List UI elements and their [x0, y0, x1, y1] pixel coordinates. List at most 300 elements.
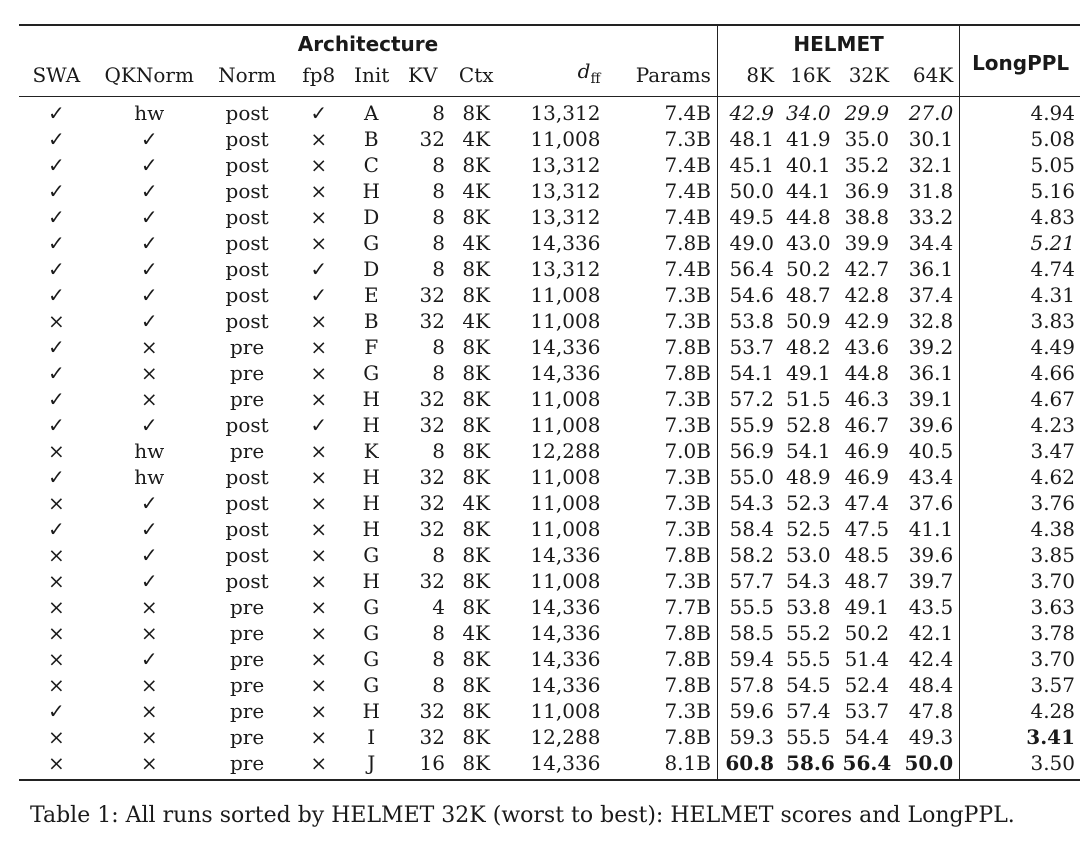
cell-helmet-16k: 40.1 [786, 153, 831, 177]
cell-kv: 32 [419, 517, 445, 541]
cell-init: H [362, 179, 380, 203]
cell-norm: post [225, 257, 269, 281]
cell-norm: pre [230, 361, 265, 385]
table-row [19, 308, 1080, 334]
cell-dff: 11,008 [530, 283, 601, 307]
cell-longppl: 3.83 [960, 308, 1080, 334]
cell-init: F [364, 335, 379, 359]
cell-params: 7.8B [664, 543, 711, 567]
table-header [19, 25, 1080, 97]
table-row [19, 672, 1080, 698]
cell-helmet-32k: 52.4 [844, 673, 890, 697]
cell-helmet-64k: 37.4 [908, 283, 954, 307]
cell-qknorm: × [140, 335, 158, 359]
cell-helmet-32k: 46.3 [844, 387, 890, 411]
table-row [19, 412, 1080, 438]
cell-params: 7.0B [664, 439, 711, 463]
cell-helmet-32k: 42.9 [844, 309, 890, 333]
cell-ctx: 4K [462, 127, 491, 151]
cell-helmet-16k: 52.8 [786, 413, 831, 437]
cell-dff: 11,008 [530, 309, 601, 333]
cell-fp8: ✓ [310, 101, 328, 125]
col-params: Params [606, 58, 717, 97]
cell-dff: 12,288 [530, 439, 601, 463]
table-row [19, 178, 1080, 204]
col-helmet-16k: 16K [780, 58, 837, 97]
cell-fp8: × [310, 569, 328, 593]
cell-swa: ✓ [47, 387, 65, 411]
cell-params: 7.8B [664, 361, 711, 385]
cell-kv: 8 [432, 673, 445, 697]
cell-kv: 32 [419, 283, 445, 307]
cell-helmet-16k: 58.6 [780, 750, 837, 780]
cell-init: G [363, 361, 380, 385]
cell-init: E [363, 283, 379, 307]
cell-init: C [363, 153, 379, 177]
cell-helmet-64k: 31.8 [908, 179, 954, 203]
cell-kv: 32 [419, 127, 445, 151]
cell-helmet-64k: 41.1 [908, 517, 954, 541]
cell-swa: ✓ [47, 283, 65, 307]
cell-helmet-8k: 59.4 [717, 646, 780, 672]
cell-init: G [363, 673, 380, 697]
cell-init: I [367, 725, 376, 749]
cell-helmet-32k: 56.4 [837, 750, 896, 780]
table-row [19, 230, 1080, 256]
cell-ctx: 4K [462, 231, 491, 255]
cell-dff: 14,336 [530, 673, 601, 697]
cell-dff: 14,336 [530, 231, 601, 255]
cell-ctx: 8K [462, 205, 491, 229]
cell-longppl: 5.21 [960, 230, 1080, 256]
cell-longppl: 3.70 [960, 568, 1080, 594]
cell-fp8: × [310, 699, 328, 723]
cell-helmet-16k: 54.1 [786, 439, 831, 463]
cell-kv: 8 [432, 621, 445, 645]
cell-longppl: 5.16 [960, 178, 1080, 204]
cell-helmet-32k: 46.7 [844, 413, 890, 437]
cell-params: 7.8B [664, 621, 711, 645]
cell-ctx: 8K [462, 569, 491, 593]
cell-longppl: 4.66 [960, 360, 1080, 386]
cell-fp8: × [310, 361, 328, 385]
cell-params: 7.3B [664, 127, 711, 151]
cell-ctx: 8K [462, 647, 491, 671]
cell-norm: pre [230, 647, 265, 671]
cell-swa: ✓ [47, 465, 65, 489]
cell-swa: ✓ [47, 127, 65, 151]
cell-helmet-32k: 46.9 [844, 439, 890, 463]
cell-ctx: 4K [462, 621, 491, 645]
cell-helmet-8k: 55.5 [717, 594, 780, 620]
cell-init: K [363, 439, 379, 463]
cell-dff: 14,336 [530, 361, 601, 385]
cell-longppl: 5.08 [960, 126, 1080, 152]
col-qknorm: QKNorm [94, 58, 205, 97]
cell-params: 8.1B [606, 750, 717, 780]
cell-params: 7.3B [664, 699, 711, 723]
cell-kv: 8 [432, 335, 445, 359]
cell-ctx: 4K [462, 491, 491, 515]
cell-dff: 12,288 [530, 725, 601, 749]
cell-swa: ✓ [47, 231, 65, 255]
cell-norm: pre [230, 621, 265, 645]
col-swa: SWA [19, 58, 94, 97]
cell-fp8: × [310, 439, 328, 463]
cell-helmet-8k: 54.1 [717, 360, 780, 386]
cell-helmet-16k: 54.3 [786, 569, 831, 593]
cell-params: 7.3B [664, 387, 711, 411]
cell-kv: 16 [394, 750, 451, 780]
cell-longppl: 4.67 [960, 386, 1080, 412]
cell-params: 7.4B [664, 101, 711, 125]
cell-dff: 11,008 [530, 465, 601, 489]
cell-fp8: × [310, 387, 328, 411]
table-row [19, 126, 1080, 152]
cell-fp8: × [290, 750, 349, 780]
cell-qknorm: ✓ [140, 309, 158, 333]
cell-ctx: 8K [462, 439, 491, 463]
col-init: Init [348, 58, 394, 97]
cell-longppl: 3.57 [960, 672, 1080, 698]
cell-swa: ✓ [47, 101, 65, 125]
cell-init: H [362, 517, 380, 541]
cell-fp8: ✓ [310, 413, 328, 437]
cell-fp8: × [310, 231, 328, 255]
cell-longppl: 4.94 [960, 97, 1080, 127]
cell-helmet-8k: 54.3 [717, 490, 780, 516]
cell-ctx: 8K [462, 595, 491, 619]
cell-qknorm: × [140, 673, 158, 697]
cell-ctx: 8K [462, 153, 491, 177]
cell-qknorm: ✓ [140, 569, 158, 593]
cell-norm: post [225, 543, 269, 567]
cell-fp8: × [310, 621, 328, 645]
cell-fp8: ✓ [310, 283, 328, 307]
cell-ctx: 4K [462, 309, 491, 333]
cell-kv: 8 [432, 179, 445, 203]
cell-longppl: 5.05 [960, 152, 1080, 178]
cell-helmet-8k: 45.1 [717, 152, 780, 178]
helmet-group-header: HELMET [717, 25, 959, 58]
cell-fp8: × [310, 543, 328, 567]
cell-qknorm: ✓ [140, 153, 158, 177]
cell-longppl: 4.62 [960, 464, 1080, 490]
cell-longppl: 4.28 [960, 698, 1080, 724]
cell-qknorm: ✓ [140, 205, 158, 229]
cell-helmet-64k: 40.5 [908, 439, 954, 463]
col-dff-main: d [577, 59, 591, 83]
cell-kv: 32 [419, 465, 445, 489]
cell-dff: 14,336 [530, 335, 601, 359]
cell-kv: 32 [419, 413, 445, 437]
cell-norm: post [225, 127, 269, 151]
cell-qknorm: ✓ [140, 543, 158, 567]
cell-helmet-16k: 52.3 [786, 491, 831, 515]
cell-helmet-64k: 32.1 [908, 153, 954, 177]
cell-ctx: 8K [462, 465, 491, 489]
cell-ctx: 8K [462, 517, 491, 541]
cell-helmet-16k: 50.9 [786, 309, 831, 333]
cell-qknorm: × [140, 387, 158, 411]
cell-fp8: × [310, 595, 328, 619]
cell-helmet-32k: 36.9 [844, 179, 890, 203]
cell-fp8: × [310, 309, 328, 333]
cell-helmet-64k: 42.4 [908, 647, 954, 671]
cell-qknorm: hw [134, 439, 165, 463]
table-row [19, 438, 1080, 464]
cell-qknorm: ✓ [140, 257, 158, 281]
cell-ctx: 8K [462, 543, 491, 567]
cell-norm: pre [230, 673, 265, 697]
cell-helmet-16k: 53.0 [786, 543, 831, 567]
cell-longppl: 4.74 [960, 256, 1080, 282]
cell-ctx: 8K [462, 699, 491, 723]
cell-kv: 8 [432, 101, 445, 125]
cell-kv: 8 [432, 231, 445, 255]
cell-params: 7.4B [664, 179, 711, 203]
table-row [19, 646, 1080, 672]
cell-kv: 8 [432, 257, 445, 281]
cell-longppl: 3.50 [960, 750, 1080, 780]
cell-helmet-16k: 50.2 [786, 257, 831, 281]
cell-norm: post [225, 179, 269, 203]
cell-params: 7.4B [664, 257, 711, 281]
table-row [19, 282, 1080, 308]
cell-helmet-32k: 48.5 [844, 543, 890, 567]
cell-dff: 14,336 [530, 543, 601, 567]
cell-kv: 32 [419, 309, 445, 333]
cell-kv: 4 [432, 595, 445, 619]
cell-kv: 8 [432, 543, 445, 567]
cell-norm: post [225, 153, 269, 177]
cell-swa: × [47, 673, 65, 697]
cell-helmet-64k: 34.4 [908, 231, 954, 255]
col-fp8: fp8 [290, 58, 349, 97]
cell-dff: 13,312 [530, 101, 601, 125]
cell-dff: 11,008 [530, 569, 601, 593]
table-row [19, 204, 1080, 230]
cell-qknorm: ✓ [140, 413, 158, 437]
cell-helmet-32k: 49.1 [844, 595, 890, 619]
cell-fp8: × [310, 647, 328, 671]
cell-swa: × [47, 309, 65, 333]
cell-init: J [348, 750, 394, 780]
cell-ctx: 8K [462, 413, 491, 437]
cell-ctx: 8K [462, 335, 491, 359]
cell-helmet-64k: 43.5 [908, 595, 954, 619]
cell-qknorm: × [140, 361, 158, 385]
cell-init: D [363, 257, 380, 281]
cell-helmet-16k: 49.1 [786, 361, 831, 385]
cell-swa: × [47, 725, 65, 749]
cell-params: 7.3B [664, 465, 711, 489]
table-row [19, 152, 1080, 178]
cell-helmet-16k: 41.9 [786, 127, 831, 151]
col-helmet-8k: 8K [717, 58, 780, 97]
cell-qknorm: ✓ [140, 127, 158, 151]
results-table-container [19, 24, 1080, 781]
cell-init: H [362, 699, 380, 723]
cell-helmet-64k: 27.0 [908, 101, 954, 125]
cell-swa: ✓ [47, 699, 65, 723]
cell-norm: pre [230, 387, 265, 411]
cell-longppl: 4.83 [960, 204, 1080, 230]
cell-swa: ✓ [47, 205, 65, 229]
cell-helmet-64k: 39.7 [908, 569, 954, 593]
cell-fp8: × [310, 127, 328, 151]
cell-swa: ✓ [47, 257, 65, 281]
cell-params: 7.8B [664, 647, 711, 671]
cell-init: H [362, 569, 380, 593]
cell-fp8: × [310, 179, 328, 203]
cell-helmet-16k: 53.8 [786, 595, 831, 619]
cell-init: G [363, 595, 380, 619]
cell-helmet-32k: 54.4 [844, 725, 890, 749]
cell-kv: 8 [432, 361, 445, 385]
cell-qknorm: ✓ [140, 231, 158, 255]
table-row [19, 516, 1080, 542]
table-row [19, 334, 1080, 360]
cell-qknorm: ✓ [140, 647, 158, 671]
cell-helmet-64k: 39.2 [908, 335, 954, 359]
results-table [19, 24, 1080, 781]
table-row [19, 594, 1080, 620]
cell-init: H [362, 413, 380, 437]
cell-swa: ✓ [47, 517, 65, 541]
cell-helmet-64k: 48.4 [908, 673, 954, 697]
table-row [19, 542, 1080, 568]
cell-init: D [363, 205, 380, 229]
cell-helmet-8k: 58.2 [717, 542, 780, 568]
col-helmet-32k: 32K [837, 58, 896, 97]
cell-params: 7.3B [664, 283, 711, 307]
cell-params: 7.4B [664, 205, 711, 229]
cell-kv: 32 [419, 387, 445, 411]
architecture-group-header: Architecture [19, 25, 717, 58]
longppl-header: LongPPL [960, 25, 1080, 97]
cell-init: G [363, 231, 380, 255]
cell-norm: pre [230, 595, 265, 619]
cell-swa: ✓ [47, 361, 65, 385]
table-row [19, 724, 1080, 750]
cell-helmet-8k: 55.0 [717, 464, 780, 490]
col-kv: KV [394, 58, 451, 97]
cell-init: H [362, 465, 380, 489]
cell-helmet-32k: 46.9 [844, 465, 890, 489]
cell-helmet-32k: 50.2 [844, 621, 890, 645]
cell-longppl: 4.49 [960, 334, 1080, 360]
cell-helmet-64k: 49.3 [908, 725, 954, 749]
col-dff-subscript: ff [590, 71, 601, 87]
cell-params: 7.3B [664, 517, 711, 541]
cell-helmet-16k: 34.0 [786, 101, 831, 125]
cell-params: 7.8B [664, 335, 711, 359]
cell-init: G [363, 647, 380, 671]
cell-helmet-64k: 37.6 [908, 491, 954, 515]
cell-ctx: 8K [462, 673, 491, 697]
cell-swa: × [47, 621, 65, 645]
cell-qknorm: × [140, 725, 158, 749]
cell-params: 7.7B [664, 595, 711, 619]
cell-helmet-32k: 53.7 [844, 699, 890, 723]
cell-ctx: 8K [462, 361, 491, 385]
cell-helmet-16k: 55.2 [786, 621, 831, 645]
cell-norm: post [225, 517, 269, 541]
cell-init: H [362, 387, 380, 411]
cell-helmet-8k: 58.4 [717, 516, 780, 542]
cell-helmet-16k: 55.5 [786, 725, 831, 749]
table-row [19, 464, 1080, 490]
cell-qknorm: ✓ [140, 517, 158, 541]
cell-helmet-8k: 49.5 [717, 204, 780, 230]
cell-qknorm: × [140, 595, 158, 619]
cell-qknorm: × [140, 699, 158, 723]
cell-helmet-8k: 53.7 [717, 334, 780, 360]
cell-helmet-64k: 43.4 [908, 465, 954, 489]
cell-norm: post [225, 101, 269, 125]
cell-ctx: 4K [462, 179, 491, 203]
cell-swa: × [47, 439, 65, 463]
cell-longppl: 3.78 [960, 620, 1080, 646]
cell-helmet-8k: 55.9 [717, 412, 780, 438]
cell-swa: ✓ [47, 413, 65, 437]
cell-params: 7.8B [664, 725, 711, 749]
cell-params: 7.3B [664, 491, 711, 515]
cell-qknorm: ✓ [140, 283, 158, 307]
cell-dff: 11,008 [530, 387, 601, 411]
cell-init: H [362, 491, 380, 515]
cell-norm: post [225, 491, 269, 515]
cell-ctx: 8K [462, 283, 491, 307]
cell-qknorm: hw [134, 465, 165, 489]
cell-ctx: 8K [462, 387, 491, 411]
cell-helmet-16k: 51.5 [786, 387, 831, 411]
cell-helmet-8k: 50.0 [717, 178, 780, 204]
cell-ctx: 8K [451, 750, 501, 780]
cell-qknorm: × [140, 621, 158, 645]
cell-helmet-8k: 56.4 [717, 256, 780, 282]
cell-helmet-32k: 47.5 [844, 517, 890, 541]
cell-swa: × [47, 595, 65, 619]
cell-dff: 11,008 [530, 413, 601, 437]
cell-norm: post [225, 413, 269, 437]
cell-dff: 13,312 [530, 153, 601, 177]
cell-longppl: 4.23 [960, 412, 1080, 438]
cell-dff: 14,336 [530, 595, 601, 619]
cell-longppl: 3.47 [960, 438, 1080, 464]
cell-norm: post [225, 465, 269, 489]
cell-helmet-8k: 49.0 [717, 230, 780, 256]
table-body [19, 97, 1080, 781]
cell-norm: pre [230, 725, 265, 749]
cell-helmet-16k: 52.5 [786, 517, 831, 541]
cell-swa: × [19, 750, 94, 780]
cell-helmet-8k: 54.6 [717, 282, 780, 308]
cell-longppl: 3.63 [960, 594, 1080, 620]
cell-helmet-64k: 39.1 [908, 387, 954, 411]
cell-helmet-8k: 59.6 [717, 698, 780, 724]
cell-fp8: × [310, 153, 328, 177]
cell-helmet-64k: 42.1 [908, 621, 954, 645]
table-row [19, 698, 1080, 724]
cell-norm: pre [230, 439, 265, 463]
cell-helmet-32k: 51.4 [844, 647, 890, 671]
cell-helmet-8k: 53.8 [717, 308, 780, 334]
cell-helmet-32k: 35.2 [844, 153, 890, 177]
cell-helmet-64k: 39.6 [908, 413, 954, 437]
cell-kv: 32 [419, 725, 445, 749]
